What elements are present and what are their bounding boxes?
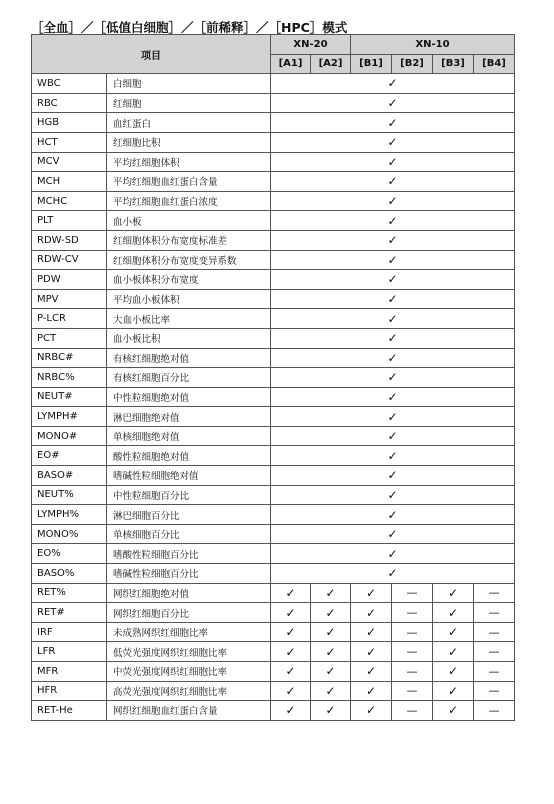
dash-mark: — <box>392 701 433 721</box>
check-mark-all-modes: ✓ <box>271 328 515 348</box>
check-mark-all-modes: ✓ <box>271 368 515 388</box>
item-abbreviation: EO% <box>32 544 107 564</box>
item-name: 红细胞比积 <box>107 132 271 152</box>
item-name: 白细胞 <box>107 74 271 94</box>
table-row <box>32 328 515 348</box>
table-row <box>32 564 515 584</box>
dash-mark: — <box>474 701 515 721</box>
table-row <box>32 191 515 211</box>
table-row <box>32 583 515 603</box>
item-abbreviation: IRF <box>32 622 107 642</box>
item-abbreviation: BASO% <box>32 564 107 584</box>
table-row <box>32 74 515 94</box>
table-row <box>32 152 515 172</box>
item-abbreviation: RET-He <box>32 701 107 721</box>
check-mark: ✓ <box>433 681 474 701</box>
item-name: 酸性粒细胞绝对值 <box>107 446 271 466</box>
dash-mark: — <box>392 662 433 682</box>
item-name: 血小板比积 <box>107 328 271 348</box>
table-row <box>32 524 515 544</box>
item-name: 单核细胞百分比 <box>107 524 271 544</box>
item-name: 网织红细胞血红蛋白含量 <box>107 701 271 721</box>
check-mark-all-modes: ✓ <box>271 230 515 250</box>
check-mark: ✓ <box>351 603 392 623</box>
item-abbreviation: NRBC# <box>32 348 107 368</box>
check-mark-all-modes: ✓ <box>271 250 515 270</box>
check-mark-all-modes: ✓ <box>271 544 515 564</box>
item-abbreviation: LYMPH# <box>32 407 107 427</box>
check-mark: ✓ <box>351 622 392 642</box>
item-name: 有核红细胞绝对值 <box>107 348 271 368</box>
check-mark-all-modes: ✓ <box>271 270 515 290</box>
dash-mark: — <box>392 622 433 642</box>
header-row-groups <box>32 35 515 55</box>
check-mark: ✓ <box>351 681 392 701</box>
item-name: 淋巴细胞绝对值 <box>107 407 271 427</box>
item-name: 红细胞 <box>107 93 271 113</box>
check-mark-all-modes: ✓ <box>271 485 515 505</box>
item-abbreviation: MCV <box>32 152 107 172</box>
item-name: 红细胞体积分布宽度变异系数 <box>107 250 271 270</box>
check-mark: ✓ <box>433 583 474 603</box>
table-row <box>32 466 515 486</box>
dash-mark: — <box>392 583 433 603</box>
item-abbreviation: NRBC% <box>32 368 107 388</box>
item-abbreviation: NEUT# <box>32 387 107 407</box>
check-mark: ✓ <box>271 701 311 721</box>
table-row <box>32 211 515 231</box>
table-row <box>32 622 515 642</box>
item-abbreviation: LYMPH% <box>32 505 107 525</box>
check-mark-all-modes: ✓ <box>271 191 515 211</box>
check-mark: ✓ <box>311 583 351 603</box>
check-mark-all-modes: ✓ <box>271 172 515 192</box>
check-mark: ✓ <box>311 701 351 721</box>
check-mark: ✓ <box>311 622 351 642</box>
item-name: 有核红细胞百分比 <box>107 368 271 388</box>
check-mark-all-modes: ✓ <box>271 74 515 94</box>
check-mark: ✓ <box>271 662 311 682</box>
check-mark: ✓ <box>351 583 392 603</box>
page-title: ［全血］／［低值白细胞］／［前稀释］／［HPC］模式 <box>31 20 348 35</box>
check-mark: ✓ <box>433 642 474 662</box>
item-abbreviation: MCHC <box>32 191 107 211</box>
item-abbreviation: LFR <box>32 642 107 662</box>
table-row <box>32 132 515 152</box>
check-mark: ✓ <box>351 662 392 682</box>
check-mark-all-modes: ✓ <box>271 387 515 407</box>
item-name: 血小板体积分布宽度 <box>107 270 271 290</box>
table-row <box>32 230 515 250</box>
item-abbreviation: HCT <box>32 132 107 152</box>
header-col-b3: [B3] <box>433 54 474 74</box>
item-name: 平均红细胞血红蛋白含量 <box>107 172 271 192</box>
table-row <box>32 701 515 721</box>
dash-mark: — <box>474 642 515 662</box>
check-mark: ✓ <box>271 583 311 603</box>
dash-mark: — <box>392 681 433 701</box>
dash-mark: — <box>474 583 515 603</box>
check-mark: ✓ <box>433 603 474 623</box>
item-name: 平均红细胞血红蛋白浓度 <box>107 191 271 211</box>
check-mark-all-modes: ✓ <box>271 211 515 231</box>
item-name: 网织红细胞绝对值 <box>107 583 271 603</box>
item-name: 低荧光强度网织红细胞比率 <box>107 642 271 662</box>
item-name: 嗜碱性粒细胞绝对值 <box>107 466 271 486</box>
table-row <box>32 603 515 623</box>
dash-mark: — <box>474 662 515 682</box>
item-abbreviation: MPV <box>32 289 107 309</box>
check-mark-all-modes: ✓ <box>271 505 515 525</box>
item-abbreviation: NEUT% <box>32 485 107 505</box>
item-name: 淋巴细胞百分比 <box>107 505 271 525</box>
header-item: 项目 <box>32 35 271 74</box>
table-row <box>32 387 515 407</box>
check-mark: ✓ <box>271 622 311 642</box>
item-name: 网织红细胞百分比 <box>107 603 271 623</box>
header-col-b1: [B1] <box>351 54 392 74</box>
check-mark-all-modes: ✓ <box>271 426 515 446</box>
item-abbreviation: MFR <box>32 662 107 682</box>
dash-mark: — <box>474 622 515 642</box>
item-abbreviation: PLT <box>32 211 107 231</box>
check-mark-all-modes: ✓ <box>271 152 515 172</box>
item-abbreviation: PCT <box>32 328 107 348</box>
table-row <box>32 544 515 564</box>
check-mark-all-modes: ✓ <box>271 446 515 466</box>
check-mark: ✓ <box>433 662 474 682</box>
header-col-b2: [B2] <box>392 54 433 74</box>
check-mark-all-modes: ✓ <box>271 93 515 113</box>
check-mark: ✓ <box>433 701 474 721</box>
table-row <box>32 662 515 682</box>
check-mark: ✓ <box>351 642 392 662</box>
dash-mark: — <box>474 681 515 701</box>
header-col-a1: [A1] <box>271 54 311 74</box>
header-group-xn20: XN-20 <box>271 35 351 55</box>
item-name: 平均血小板体积 <box>107 289 271 309</box>
header-col-a2: [A2] <box>311 54 351 74</box>
table-row <box>32 642 515 662</box>
table-row <box>32 289 515 309</box>
check-mark: ✓ <box>311 662 351 682</box>
item-abbreviation: RDW-CV <box>32 250 107 270</box>
table-row <box>32 113 515 133</box>
check-mark: ✓ <box>271 681 311 701</box>
item-name: 大血小板比率 <box>107 309 271 329</box>
item-name: 高荧光强度网织红细胞比率 <box>107 681 271 701</box>
table-row <box>32 681 515 701</box>
table-row <box>32 250 515 270</box>
check-mark-all-modes: ✓ <box>271 564 515 584</box>
mode-support-table <box>31 34 515 721</box>
item-name: 红细胞体积分布宽度标准差 <box>107 230 271 250</box>
check-mark: ✓ <box>311 603 351 623</box>
table-row <box>32 368 515 388</box>
table-row <box>32 348 515 368</box>
check-mark-all-modes: ✓ <box>271 289 515 309</box>
item-abbreviation: WBC <box>32 74 107 94</box>
table-row <box>32 270 515 290</box>
item-name: 血小板 <box>107 211 271 231</box>
table-row <box>32 485 515 505</box>
check-mark-all-modes: ✓ <box>271 113 515 133</box>
dash-mark: — <box>392 603 433 623</box>
table-row <box>32 426 515 446</box>
check-mark: ✓ <box>271 642 311 662</box>
check-mark-all-modes: ✓ <box>271 466 515 486</box>
item-name: 中性粒细胞百分比 <box>107 485 271 505</box>
header-col-b4: [B4] <box>474 54 515 74</box>
check-mark: ✓ <box>271 603 311 623</box>
check-mark: ✓ <box>311 681 351 701</box>
check-mark-all-modes: ✓ <box>271 524 515 544</box>
table-row <box>32 446 515 466</box>
item-name: 中性粒细胞绝对值 <box>107 387 271 407</box>
item-abbreviation: BASO# <box>32 466 107 486</box>
item-name: 血红蛋白 <box>107 113 271 133</box>
dash-mark: — <box>392 642 433 662</box>
check-mark: ✓ <box>433 622 474 642</box>
item-abbreviation: RDW-SD <box>32 230 107 250</box>
check-mark-all-modes: ✓ <box>271 407 515 427</box>
table-row <box>32 93 515 113</box>
item-abbreviation: MCH <box>32 172 107 192</box>
table-body <box>32 74 515 721</box>
table-row <box>32 309 515 329</box>
item-name: 嗜碱性粒细胞百分比 <box>107 564 271 584</box>
item-name: 单核细胞绝对值 <box>107 426 271 446</box>
check-mark: ✓ <box>311 642 351 662</box>
item-abbreviation: PDW <box>32 270 107 290</box>
table-row <box>32 407 515 427</box>
item-abbreviation: RBC <box>32 93 107 113</box>
dash-mark: — <box>474 603 515 623</box>
item-name: 平均红细胞体积 <box>107 152 271 172</box>
item-abbreviation: HFR <box>32 681 107 701</box>
item-abbreviation: HGB <box>32 113 107 133</box>
item-abbreviation: RET% <box>32 583 107 603</box>
item-abbreviation: MONO# <box>32 426 107 446</box>
table-row <box>32 172 515 192</box>
item-name: 中荧光强度网织红细胞比率 <box>107 662 271 682</box>
check-mark-all-modes: ✓ <box>271 132 515 152</box>
item-name: 未成熟网织红细胞比率 <box>107 622 271 642</box>
header-group-xn10: XN-10 <box>351 35 515 55</box>
item-abbreviation: P-LCR <box>32 309 107 329</box>
check-mark-all-modes: ✓ <box>271 348 515 368</box>
item-name: 嗜酸性粒细胞百分比 <box>107 544 271 564</box>
check-mark: ✓ <box>351 701 392 721</box>
item-abbreviation: RET# <box>32 603 107 623</box>
item-abbreviation: EO# <box>32 446 107 466</box>
check-mark-all-modes: ✓ <box>271 309 515 329</box>
item-abbreviation: MONO% <box>32 524 107 544</box>
table-row <box>32 505 515 525</box>
